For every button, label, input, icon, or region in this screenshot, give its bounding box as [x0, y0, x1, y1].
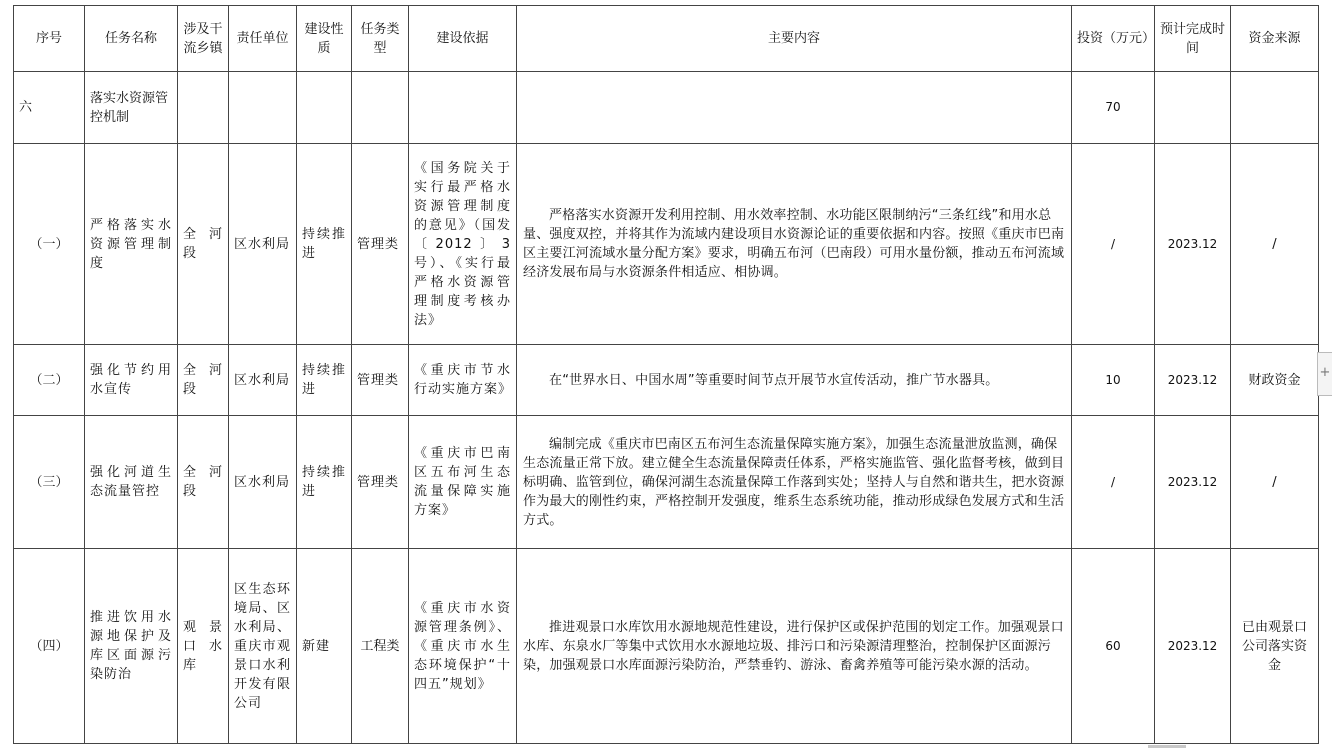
cell-nature: 新建 [297, 549, 352, 744]
table-row [14, 416, 1319, 549]
header-invest: 投资（万元） [1072, 6, 1155, 72]
cell-type [352, 72, 409, 144]
cell-invest: / [1072, 416, 1155, 549]
cell-towns: 全河段 [178, 144, 229, 345]
cell-unit [229, 72, 297, 144]
cell-seq: （四） [14, 549, 85, 744]
cell-fund [1231, 72, 1319, 144]
cell-nature: 持续推进 [297, 144, 352, 345]
cell-type: 管理类 [352, 416, 409, 549]
cell-content [517, 144, 1072, 345]
cell-task-name: 落实水资源管控机制 [85, 72, 178, 144]
cell-invest: / [1072, 144, 1155, 345]
cell-content [517, 416, 1072, 549]
header-finish: 预计完成时间 [1155, 6, 1231, 72]
cell-nature: 持续推进 [297, 416, 352, 549]
header-type: 任务类型 [352, 6, 409, 72]
cell-type: 工程类 [352, 549, 409, 744]
cell-seq: （一） [14, 144, 85, 345]
cell-task-name: 强化节约用水宣传 [85, 345, 178, 416]
cell-basis [409, 72, 517, 144]
cell-basis: 《重庆市节水行动实施方案》 [409, 345, 517, 416]
cell-nature [297, 72, 352, 144]
cell-task-name: 强化河道生态流量管控 [85, 416, 178, 549]
table-row [14, 345, 1319, 416]
header-basis: 建设依据 [409, 6, 517, 72]
cell-basis: 《重庆市巴南区五布河生态流量保障实施方案》 [409, 416, 517, 549]
cell-invest: 10 [1072, 345, 1155, 416]
task-table [13, 5, 1319, 744]
cell-unit: 区生态环境局、区水利局、重庆市观景口水利开发有限公司 [229, 549, 297, 744]
table-row [14, 72, 1319, 144]
cell-towns: 全河段 [178, 345, 229, 416]
cell-towns: 全河段 [178, 416, 229, 549]
cell-unit: 区水利局 [229, 416, 297, 549]
cell-basis: 《重庆市水资源管理条例》、《重庆市水生态环境保护“十四五”规划》 [409, 549, 517, 744]
cell-finish: 2023.12 [1155, 345, 1231, 416]
cell-seq: 六 [14, 72, 85, 144]
cell-finish: 2023.12 [1155, 549, 1231, 744]
header-row [14, 6, 1319, 72]
cell-task-name: 推进饮用水源地保护及库区面源污染防治 [85, 549, 178, 744]
cell-fund: / [1231, 144, 1319, 345]
cell-seq: （三） [14, 416, 85, 549]
cell-invest: 60 [1072, 549, 1155, 744]
table-row [14, 549, 1319, 744]
content-text: 推进观景口水库饮用水源地规范性建设，进行保护区或保护范围的划定工作。加强观景口水库、东泉水厂等集中式饮用水水源地垃圾、排污口和污染源清理整治，控制保护区面源污染，加强观景口水库面源污染防治，严禁垂钓、游泳、畜禽养殖等可能污染水源的活动。 [523, 619, 1064, 673]
cell-type: 管理类 [352, 144, 409, 345]
cell-finish [1155, 72, 1231, 144]
cell-basis: 《国务院关于实行最严格水资源管理制度的意见》（国发〔2012〕3号）、《实行最严格水资源管理制度考核办法》 [409, 144, 517, 345]
cell-fund: 财政资金 [1231, 345, 1319, 416]
add-tab-button[interactable]: + [1317, 352, 1332, 396]
cell-nature: 持续推进 [297, 345, 352, 416]
cell-content [517, 345, 1072, 416]
cell-finish: 2023.12 [1155, 416, 1231, 549]
header-unit: 责任单位 [229, 6, 297, 72]
cell-task-name: 严格落实水资源管理制度 [85, 144, 178, 345]
cell-fund: / [1231, 416, 1319, 549]
cell-towns [178, 72, 229, 144]
header-fund: 资金来源 [1231, 6, 1319, 72]
header-nature: 建设性质 [297, 6, 352, 72]
cell-unit: 区水利局 [229, 345, 297, 416]
content-text: 编制完成《重庆市巴南区五布河生态流量保障实施方案》，加强生态流量泄放监测，确保生态流量正常下放。建立健全生态流量保障责任体系，严格实施监管、强化监督考核，做到目标明确、监管到位，确保河湖生态流量保障工作落到实处；坚持人与自然和谐共生，把水资源作为最大的刚性约束，严格控制开发强度，维系生态系统功能，推动形成绿色发展方式和生活方式。 [523, 436, 1065, 528]
content-text: 严格落实水资源开发利用控制、用水效率控制、水功能区限制纳污“三条红线”和用水总量、强度双控，并将其作为流域内建设项目水资源论证的重要依据和内容。按照《重庆市巴南区主要江河流域水量分配方案》要求，明确五布河（巴南段）可用水量份额，推动五布河流域经济发展布局与水资源条件相适应、相协调。 [523, 208, 1065, 280]
table-row [14, 144, 1319, 345]
cell-invest: 70 [1072, 72, 1155, 144]
cell-type: 管理类 [352, 345, 409, 416]
cell-unit: 区水利局 [229, 144, 297, 345]
header-content: 主要内容 [517, 6, 1072, 72]
header-task-name: 任务名称 [85, 6, 178, 72]
cell-finish: 2023.12 [1155, 144, 1231, 345]
header-seq: 序号 [14, 6, 85, 72]
header-towns: 涉及干流乡镇 [178, 6, 229, 72]
cell-seq: （二） [14, 345, 85, 416]
cell-fund: 已由观景口公司落实资金 [1231, 549, 1319, 744]
cell-towns: 观景口水库 [178, 549, 229, 744]
content-text: 在“世界水日、中国水周”等重要时间节点开展节水宣传活动，推广节水器具。 [549, 372, 999, 388]
cell-content [517, 549, 1072, 744]
cell-content [517, 72, 1072, 144]
page-edge-marker [1148, 745, 1186, 748]
